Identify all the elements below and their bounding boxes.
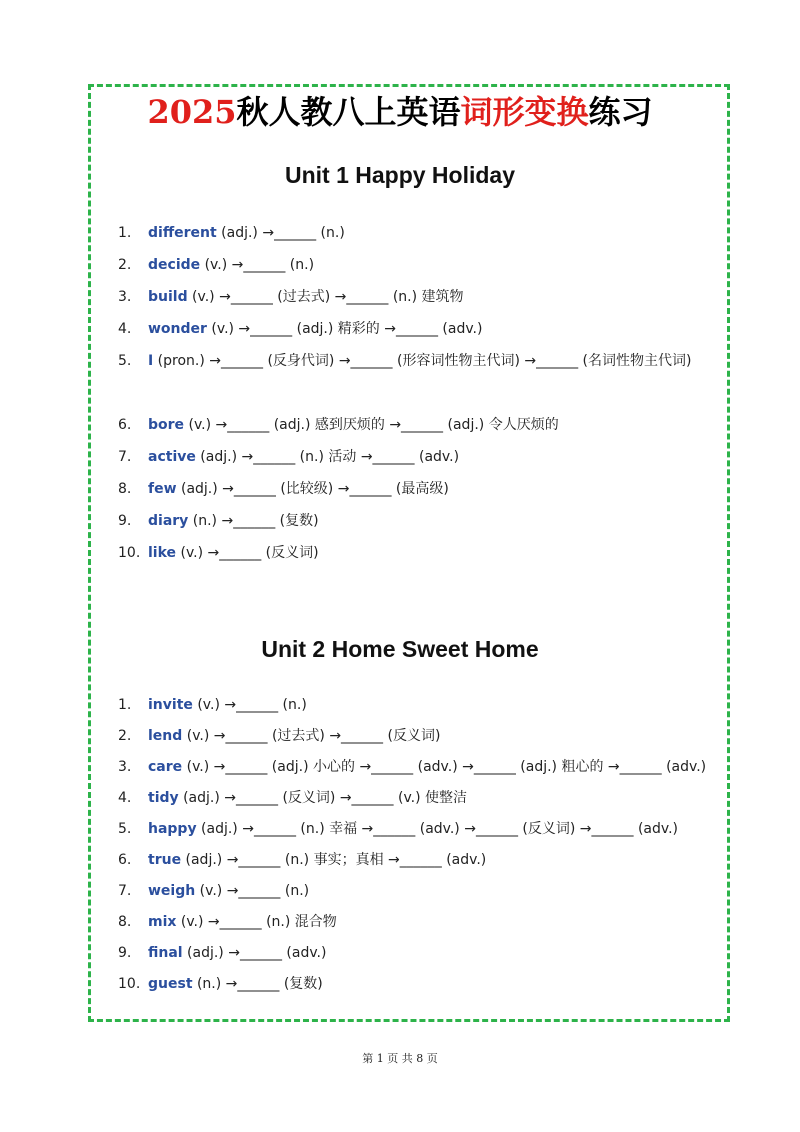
list-item: [118, 907, 724, 938]
item-text: (v.) →______ (过去式) →______ (n.) 建筑物: [187, 289, 464, 305]
item-number: 3.: [118, 759, 132, 775]
item-number: 7.: [118, 449, 132, 465]
list-item: [118, 409, 724, 441]
item-word: happy: [148, 821, 197, 837]
item-word: wonder: [148, 321, 207, 337]
list-item: [118, 249, 724, 281]
item-text: (v.) →______ (反义词): [176, 545, 319, 561]
list-item: [118, 969, 724, 1000]
unit1-list: [118, 217, 724, 569]
item-number: 5.: [118, 821, 132, 837]
list-item: [118, 814, 724, 845]
item-text: (v.) →______ (n.): [192, 697, 307, 713]
item-word: final: [148, 945, 183, 961]
item-text: (n.) →______ (复数): [188, 513, 319, 529]
page-footer: 第 1 页 共 8 页: [362, 1052, 438, 1065]
item-word: build: [148, 289, 188, 305]
item-word: few: [148, 481, 177, 497]
item-number: 6.: [118, 852, 132, 868]
item-text: (n.) →______ (复数): [192, 976, 323, 992]
title-part3: 练习: [588, 93, 653, 131]
item-text: (v.) →______ (n.): [200, 257, 315, 273]
item-number: 6.: [118, 417, 132, 433]
item-word: lend: [148, 728, 183, 744]
list-item: [118, 441, 724, 473]
item-text: (adj.) →______ (n.): [216, 225, 345, 241]
title-year: 2025: [147, 93, 237, 131]
item-text: (adj.) →______ (n.) 事实；真相 →______ (adv.): [181, 852, 487, 868]
item-text: (adj.) →______ (adv.): [182, 945, 327, 961]
item-word: decide: [148, 257, 201, 273]
list-item: [118, 217, 724, 249]
item-word: mix: [148, 914, 177, 930]
item-word: different: [148, 225, 217, 241]
item-text: (pron.) →______ (反身代词) →______ (形容词性物主代词) →______ (名词性物主代词): [153, 353, 692, 369]
list-item: [118, 721, 724, 752]
title-part1: 秋人教八上英语: [236, 93, 461, 131]
item-number: 10.: [118, 545, 141, 561]
item-number: 2.: [118, 257, 132, 273]
item-word: weigh: [148, 883, 196, 899]
page-title: [0, 90, 800, 134]
item-text: (adj.) →______ (比较级) →______ (最高级): [176, 481, 449, 497]
unit2-heading: Unit 2 Home Sweet Home: [261, 636, 539, 662]
item-number: 10.: [118, 976, 141, 992]
item-word: tidy: [148, 790, 179, 806]
list-item: [118, 752, 724, 783]
list-item: [118, 345, 724, 409]
item-number: 9.: [118, 513, 132, 529]
list-item: [118, 938, 724, 969]
item-word: bore: [148, 417, 185, 433]
item-text: (v.) →______ (adj.) 精彩的 →______ (adv.): [206, 321, 483, 337]
item-text: (adj.) →______ (n.) 活动 →______ (adv.): [195, 449, 460, 465]
item-number: 9.: [118, 945, 132, 961]
list-item: [118, 505, 724, 537]
item-text: (v.) →______ (adj.) 小心的 →______ (adv.) →______ (adj.) 粗心的 →______ (adv.): [182, 759, 707, 775]
item-number: 4.: [118, 790, 132, 806]
list-item: [118, 845, 724, 876]
item-number: 7.: [118, 883, 132, 899]
item-number: 3.: [118, 289, 132, 305]
item-number: 4.: [118, 321, 132, 337]
item-number: 8.: [118, 481, 132, 497]
item-word: active: [148, 449, 196, 465]
item-number: 1.: [118, 697, 132, 713]
list-item: [118, 690, 724, 721]
list-item: [118, 876, 724, 907]
item-word: I: [148, 353, 154, 369]
item-text: (v.) →______ (n.): [195, 883, 310, 899]
item-word: true: [148, 852, 182, 868]
item-number: 5.: [118, 353, 132, 369]
item-text: (v.) →______ (过去式) →______ (反义词): [182, 728, 441, 744]
list-item: [118, 313, 724, 345]
item-word: care: [148, 759, 183, 775]
item-word: like: [148, 545, 177, 561]
item-number: 1.: [118, 225, 132, 241]
item-text: (adj.) →______ (n.) 幸福 →______ (adv.) →______ (反义词) →______ (adv.): [196, 821, 678, 837]
unit1-heading: Unit 1 Happy Holiday: [284, 162, 516, 188]
list-item: [118, 473, 724, 505]
unit2-list: [118, 690, 724, 1000]
item-text: (adj.) →______ (反义词) →______ (v.) 使整洁: [178, 790, 468, 806]
item-word: invite: [148, 697, 193, 713]
list-item: [118, 537, 724, 569]
item-text: (v.) →______ (adj.) 感到厌烦的 →______ (adj.) 令人厌烦的: [184, 417, 559, 433]
list-item: [118, 281, 724, 313]
item-word: diary: [148, 513, 189, 529]
item-number: 2.: [118, 728, 132, 744]
item-number: 8.: [118, 914, 132, 930]
title-part2: 词形变换: [460, 93, 589, 131]
item-text: (v.) →______ (n.) 混合物: [176, 914, 337, 930]
list-item: [118, 783, 724, 814]
item-word: guest: [148, 976, 193, 992]
